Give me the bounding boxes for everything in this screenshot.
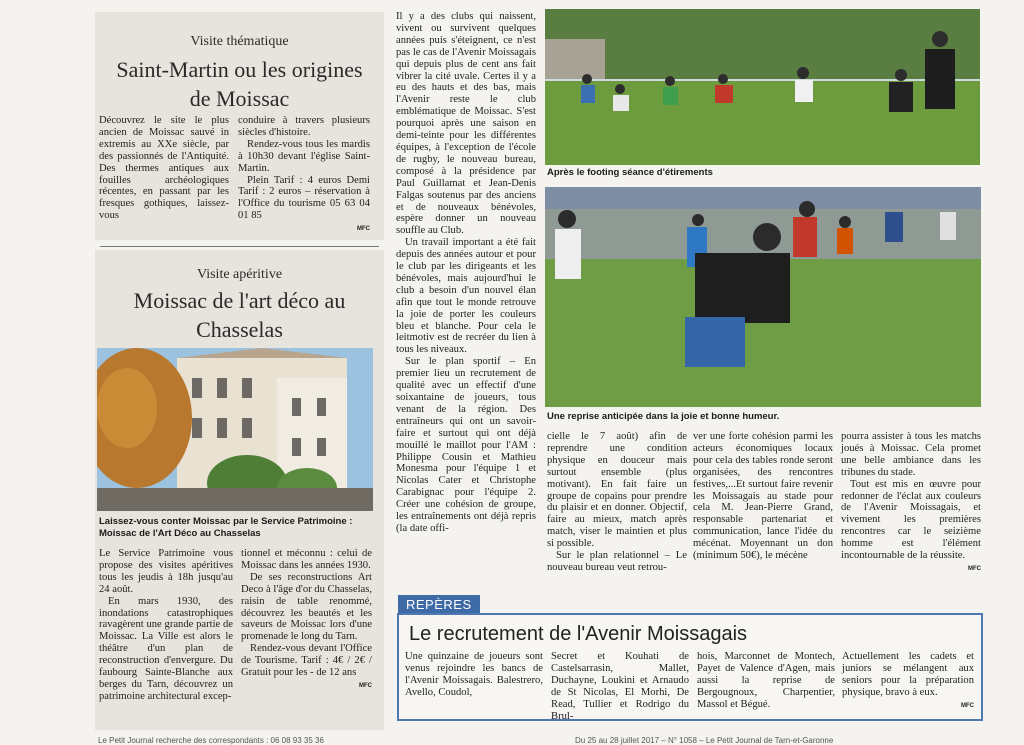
reperes-col2-text: Secret et Kouhati de Castelsarrasin, Mallet, Duchayne, Loukini et Arnaudo de St Nicolas, El Morhi, De Read, Tullier et Rodrigo du Brul- [551, 651, 689, 722]
middle-p2: Un travail important a été fait depuis des années autour et pour le club par les dirigeants et les bénévoles, mais aujourd'hui le club a besoin d'un nouvel élan afin que tout le monde retrouve la joie de porter les couleurs bleu et blanche. Pour cela le leitmotiv est de recréer du lien à tous les niveaux. [396, 237, 536, 356]
right-col2 [693, 431, 833, 562]
training-photo [545, 187, 981, 407]
right-col3-p2: Tout est mis en œuvre pour redonner de l'éclat aux couleurs de l'Avenir Moissagais, et vivement les premières rencontres car le seizième homme est l'élément incontournable de la réussite. [841, 478, 981, 562]
reperes-col2 [551, 651, 689, 722]
left-top-col2 [238, 115, 370, 236]
right-col1 [547, 431, 687, 574]
left-bottom-col2 [241, 548, 372, 693]
reperes-col3 [697, 651, 835, 711]
middle-p3: Sur le plan sportif – En premier lieu un recrutement de qualité avec un effectif d'une soixantaine de joueurs, tous venant de la région. Des entraîneurs qui ont un savoir-faire et surtout qui ont déjà mouillé le maillot pour l'AM : Philippe Cousin et Mathieu Monesma pour l'équipe 1 et Nicolas Cater et Christophe Carabignac pour l'équipe 2. Créer une cohésion de groupe, les entraînements ont déjà repris (la date offi- [396, 356, 536, 534]
left-top-col1-text: Découvrez le site le plus ancien de Moissac sauvé in extremis au XXe siècle, par des passionnés de l'Antiquité. Des thermes antiques aux fouilles archéologiques récentes, en passant par les fresques gothiques, laissez-vous [99, 115, 229, 222]
left-top-signature: MFC [357, 226, 370, 233]
left-bottom-headline: Moissac de l'art déco au Chasselas [133, 288, 346, 342]
left-bottom-col2-p2: De ses reconstructions Art Deco à l'âge d'or du Chasselas, raisin de table renommé, découvrez les beautés et les saveurs de Moissac lors d'une promenade le long du Tarn. [241, 571, 372, 643]
reperes-signature: MFC [961, 702, 974, 709]
reperes-tag: REPÈRES [398, 595, 480, 614]
reperes-col3-text: hois, Marconnet de Montech, Payet de Valence d'Agen, mais aussi la reprise de Bergougnoux, Charpentier, Massol et Bégué. [697, 651, 835, 710]
reperes-col1-text: Une quinzaine de joueurs sont venus rejoindre les bancs de l'Avenir Moissagais. Balestrero, Avello, Coudol, [405, 651, 543, 698]
reperes-col4-text: Actuellement les cadets et juniors se mélangent aux seniors pour la préparation physique, bravo à eux. [842, 651, 974, 698]
reperes-box [397, 613, 983, 721]
left-bottom-col1-p1: Le Service Patrimoine vous propose des visites apéritives tous les jeudis à 18h jusqu'au 24 août. [99, 548, 233, 595]
left-top-kicker: Visite thématique [190, 34, 289, 49]
middle-p1: Il y a des clubs qui naissent, vivent ou survivent quelques années puis s'éteignent, ce n'est pas le cas de l'Avenir Moissagais qui depuis plus de cent ans fait vibrer la cité uvale. Certes il y a eu des hauts et des bas, mais l'Avenir reste le club emblématique de Moissac. S'est pourquoi après une saison en demi-teinte pour les différentes équipes, à l'exception de l'école de rugby, le nouveau bureau, composé à la présidence par Paul Guillamat et Jean-Denis Falgas soutenus par des anciens et de nouveaux bénévoles, espère donner un nouveau souffle au Club. [396, 11, 536, 237]
middle-article-column [396, 11, 536, 535]
right-col3-p1: pourra assister à tous les matchs joués à Moissac. Cela promet une belle ambiance dans les tribunes du stade. [841, 431, 981, 478]
reperes-col4 [842, 651, 974, 713]
right-col1-p1: cielle le 7 août) afin de reprendre une condition physique en douceur mais surtout ensemble (plus motivant). En fait faire un groupe de copains pour prendre du plaisir et en donner. Objectif, faire au mieux, match après match, viser le maintien et plus si possible. [547, 431, 687, 550]
art-deco-photo [97, 348, 373, 511]
footer-left: Le Petit Journal recherche des correspondants : 06 08 93 35 36 [98, 736, 324, 745]
training-caption: Une reprise anticipée dans la joie et bonne humeur. [547, 411, 780, 422]
left-bottom-col2-p3: Rendez-vous devant l'Office de Tourisme. Tarif : 4€ / 2€ / Gratuit pour les - de 12 ans [241, 643, 372, 679]
stretching-photo [545, 9, 980, 165]
left-bottom-col1-p2: En mars 1930, des inondations catastrophiques ravagèrent une grande partie de Moissac. La Ville est alors le théâtre d'un plan de reconstruction d'envergure. Du faubourg Sainte-Blanche aux berges du Tarn, découvrez un patrimoine architectural excep- [99, 595, 233, 702]
left-bottom-col1 [99, 548, 233, 703]
right-col1-p2: Sur le plan relationnel – Le nouveau bureau veut retrou- [547, 550, 687, 573]
right-signature: MFC [968, 565, 981, 572]
footer-right: Du 25 au 28 juillet 2017 – N° 1058 – Le Petit Journal de Tarn-et-Garonne [575, 736, 834, 745]
art-deco-caption: Laissez-vous conter Moissac par le Service Patrimoine : Moissac de l'Art Déco au Chasselas [99, 516, 353, 539]
left-top-col1 [99, 115, 229, 222]
left-bottom-signature: MFC [359, 682, 372, 689]
left-top-col2-p1: conduire à travers plusieurs siècles d'histoire. [238, 115, 370, 138]
right-col3 [841, 431, 981, 576]
left-top-headline: Saint-Martin ou les origines de Moissac [116, 57, 363, 111]
left-bottom-panel [95, 250, 384, 730]
left-top-col2-p2: Rendez-vous tous les mardis à 10h30 devant l'église Saint-Martin. [238, 138, 370, 174]
left-bottom-kicker: Visite apéritive [196, 267, 283, 282]
left-top-col2-p3: Plein Tarif : 4 euros Demi Tarif : 2 euros – réservation à l'Office du tourisme 05 63 04 01 85 [238, 174, 370, 222]
reperes-title: Le recrutement de l'Avenir Moissagais [409, 623, 748, 645]
left-top-panel [95, 12, 384, 240]
right-col2-p1: ver une forte cohésion parmi les acteurs économiques locaux pour cela des tables ronde seront organisées, des rencontres festives,...Et surtout faire revenir les Moissagais au stade pour cela M. Jean-Pierre Grand, responsable partenariat et communication, lance l'idée du mécénat. Moyennant un don (minimum 50€), le mécène [693, 431, 833, 562]
left-bottom-col2-p1: tionnel et méconnu : celui de Moissac dans les années 1930. [241, 548, 372, 571]
left-divider [100, 246, 379, 247]
stretching-caption: Après le footing séance d'étirements [547, 167, 713, 178]
reperes-col1 [405, 651, 543, 699]
